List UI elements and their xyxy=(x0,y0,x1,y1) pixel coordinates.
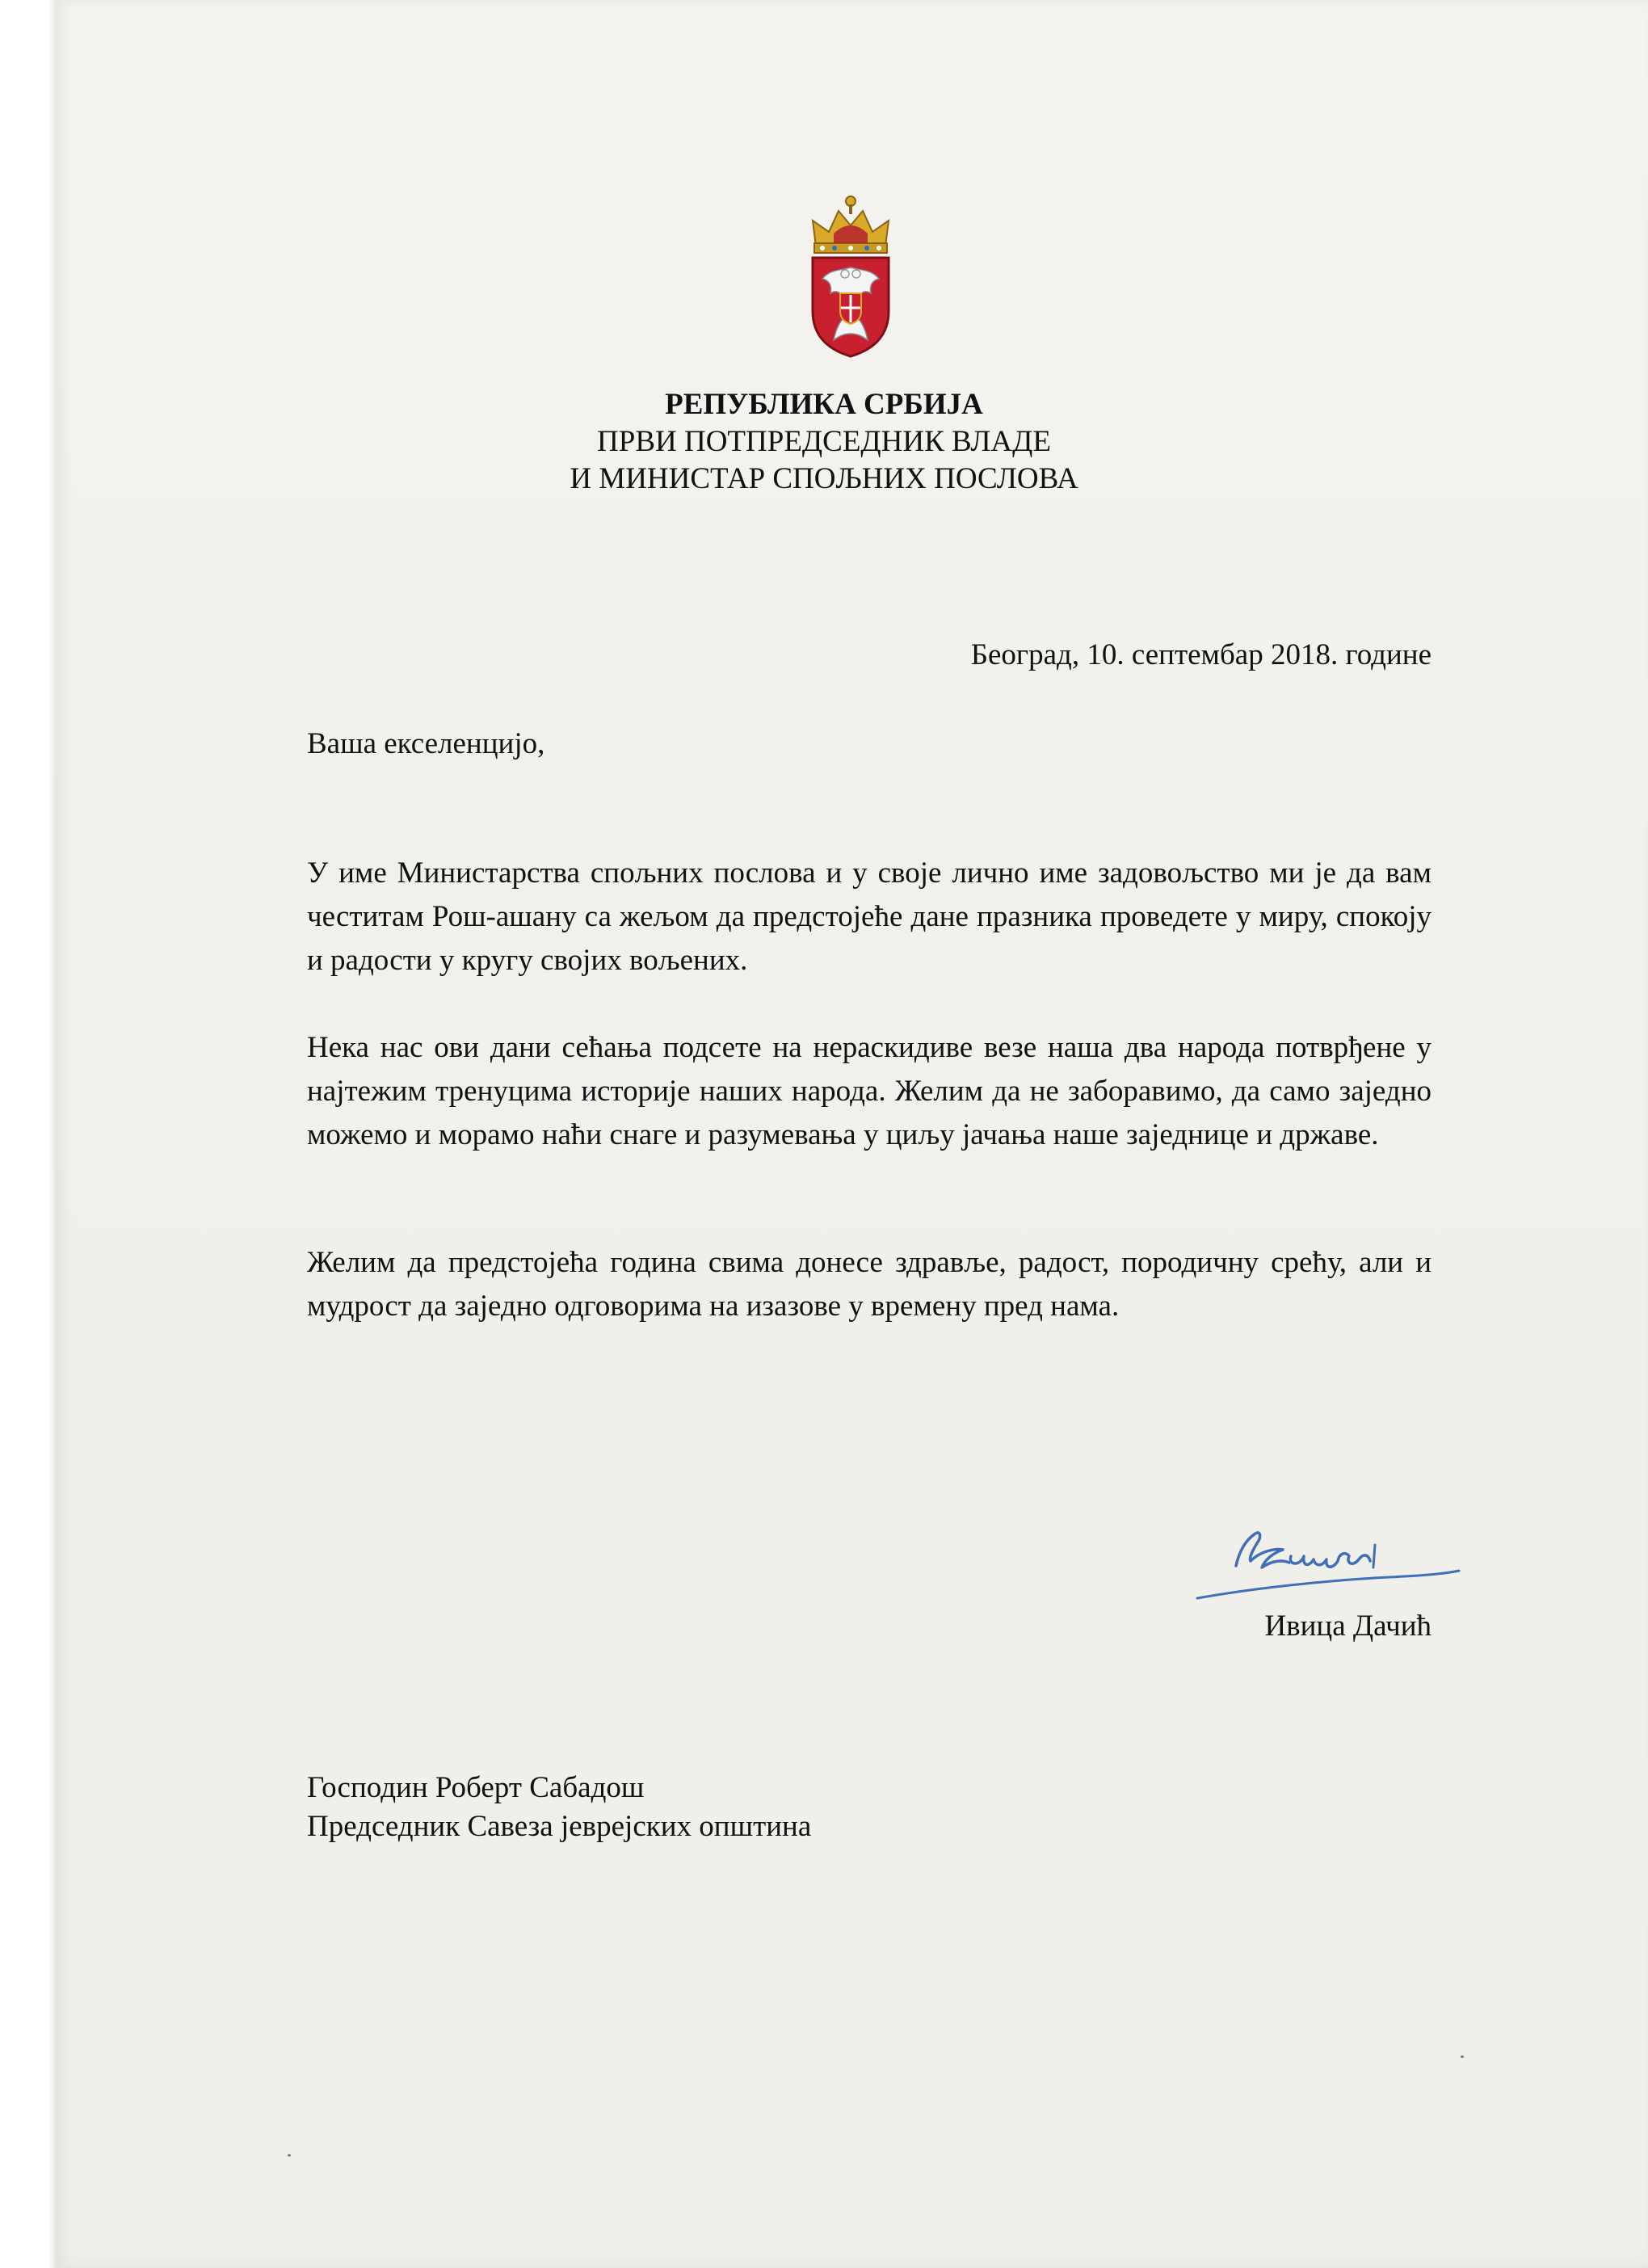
body-paragraph-3: Желим да предстојећа година свима донесе здравље, радост, породичну срећу, али и мудрост да заједно одговорима на изазове у времену пред нама. xyxy=(307,1246,1431,1323)
signer-name: Ивица Дачић xyxy=(1264,1609,1431,1643)
body-paragraph-2: Нека нас ови дани сећања подсете на нераскидиве везе наша два народа потврђене у најтежим тренуцима историје наших народа. Желим да не заборавимо, да само заједно можемо и морамо наћи снаге и разумевања у циљу јачања наше заједнице и државе. xyxy=(307,1031,1431,1151)
salutation: Ваша екселенцијо, xyxy=(307,727,545,760)
body-paragraph-1: У име Министарства спољних послова и у своје лично име задовољство ми је да вам честитам Рош-ашану са жељом да предстојеће дане празника проведете у миру, спокоју и радости у кругу својих вољених. xyxy=(307,856,1431,977)
paper-speck xyxy=(288,2154,291,2156)
shield xyxy=(813,258,889,356)
handwritten-signature xyxy=(1188,1503,1462,1616)
letterhead-office-line-1: ПРВИ ПОТПРЕДСЕДНИК ВЛАДЕ xyxy=(597,425,1051,458)
recipient-title: Председник Савеза јеврејских општина xyxy=(307,1810,812,1843)
paper-speck xyxy=(1461,2056,1464,2058)
letter-date: Београд, 10. септембар 2018. године xyxy=(970,638,1431,671)
recipient-name: Господин Роберт Сабадош xyxy=(307,1771,645,1804)
letterhead-country: РЕПУБЛИКА СРБИЈА xyxy=(665,388,983,421)
coat-of-arms-icon xyxy=(798,190,903,360)
crown xyxy=(813,196,889,253)
letterhead-office-line-2: И МИНИСТАР СПОЉНИХ ПОСЛОВА xyxy=(570,462,1078,495)
